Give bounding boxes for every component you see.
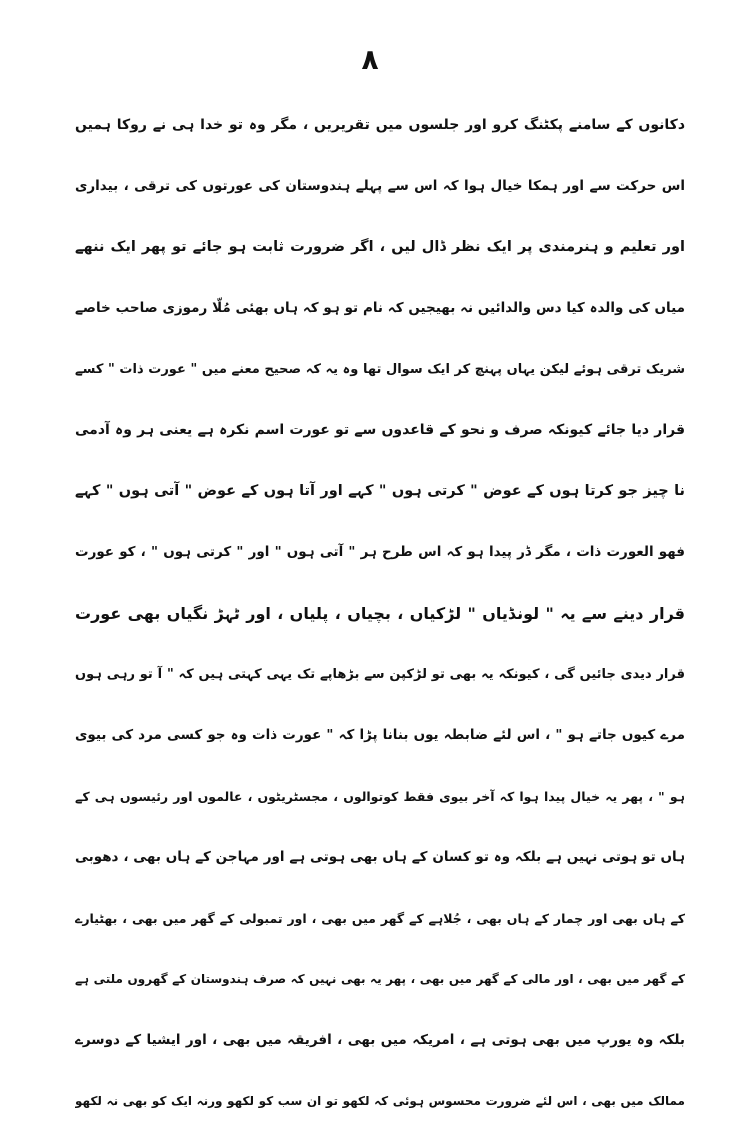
text-line: مرے کیوں جاتے ہو " ، اس لئے ضابطہ یوں بنانا پڑا کہ " عورت ذات وہ جو کسی مرد کی بیوی <box>75 727 685 743</box>
text-line: شریک ترقی ہوئے لیکن یہاں پہنچ کر ایک سوال تھا وہ یہ کہ صحیح معنے میں " عورت ذات " کسے <box>75 362 685 377</box>
text-line: قرار دینے سے یہ " لونڈیاں " لڑکیاں ، بچیاں ، پلیاں ، اور ٹہڑ نگیاں بھی عورت <box>75 604 685 623</box>
text-line: کے ہاں بھی اور چمار کے ہاں بھی ، جُلاہے کے گھر میں بھی ، اور تمبولی کے گھر میں بھی ، بھٹیارے <box>75 911 685 926</box>
text-line: میاں کی والدہ کیا دس والدائیں نہ بھیجیں کہ نام تو ہو کہ ہاں بھئی مُلّا رموزی صاحب خاصے <box>75 300 685 316</box>
text-line: ہو " ، پھر یہ خیال پیدا ہوا کہ آخر بیوی فقط کوتوالوں ، مجسٹریٹوں ، عالموں اور رئیسوں ہی کے <box>75 789 685 804</box>
text-line: ہاں تو ہوتی نہیں ہے بلکہ وہ تو کسان کے ہاں بھی ہوتی ہے اور مہاجن کے ہاں بھی ، دھوبی <box>75 849 685 865</box>
text-line: ممالک میں بھی ، اس لئے ضرورت محسوس ہوئی کہ لکھو تو ان سب کو لکھو ورنہ ایک کو بھی نہ لکھو <box>75 1094 685 1108</box>
text-line: بلکہ وہ یورپ میں بھی ہوتی ہے ، امریکہ میں بھی ، افریقہ میں بھی ، اور ایشیا کے دوسرے <box>75 1032 685 1048</box>
page-number: ۸ <box>361 43 379 76</box>
text-line: اور تعلیم و ہنرمندی پر ایک نظر ڈال لیں ، اگر ضرورت ثابت ہو جائے تو پھر ایک ننھے <box>75 239 685 255</box>
text-line: دکانوں کے سامنے پکٹنگ کرو اور جلسوں میں تقریریں ، مگر وہ تو خدا ہی نے روکا ہمیں <box>75 117 685 133</box>
text-line: فھو العورت ذات ، مگر ڈر پیدا ہو کہ اس طرح ہر " آتی ہوں " اور " کرتی ہوں " ، کو عورت <box>75 544 685 560</box>
text-line: نا چیز جو کرتا ہوں کے عوض " کرتی ہوں " کہے اور آتا ہوں کے عوض " آتی ہوں " کہے <box>75 483 685 499</box>
text-line: کے گھر میں بھی ، اور مالی کے گھر میں بھی ، پھر یہ بھی نہیں کہ صرف ہندوستان کے گھروں ملتی ہے <box>75 972 685 986</box>
text-line: قرار دیدی جائیں گی ، کیونکہ یہ بھی تو لڑکپن سے بڑھاپے تک یہی کہتی ہیں کہ " آ تو رہی ہوں <box>75 667 685 682</box>
body-text <box>75 95 685 1132</box>
text-line: قرار دیا جائے کیونکہ صرف و نحو کے قاعدوں سے تو عورت اسم نکرہ ہے یعنی ہر وہ آدمی <box>75 422 685 438</box>
text-line: اس حرکت سے اور ہمکا خیال ہوا کہ اس سے پہلے ہندوستان کی عورتوں کی ترقی ، بیداری <box>75 178 685 194</box>
